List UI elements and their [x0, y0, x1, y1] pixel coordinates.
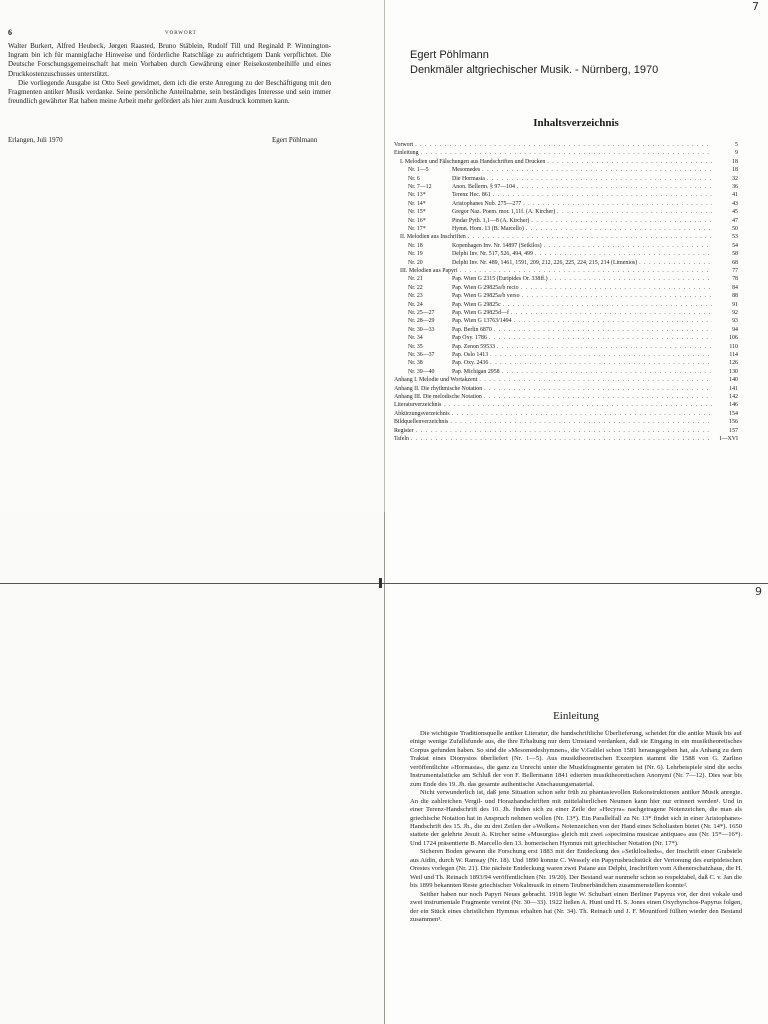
toc-entry-page: 88 — [732, 293, 738, 300]
toc-entry — [408, 318, 738, 326]
scan-page-bottom-left — [0, 512, 384, 1024]
toc-entry-page: 50 — [732, 226, 738, 232]
toc-entry-title: Pap Oxy. 1786 — [452, 335, 487, 342]
toc-leader-dots — [443, 402, 712, 408]
toc-entry-label — [408, 285, 519, 291]
page-number-left: 6 — [8, 28, 12, 37]
toc-leader-dots — [523, 201, 712, 207]
toc-entry-number: Nr. 35 — [408, 343, 423, 350]
toc-leader-dots — [450, 419, 712, 425]
toc-entry-number: Nr. 28—29 — [408, 318, 435, 325]
page-fold-line — [0, 583, 768, 584]
toc-entry-number: Nr. 6 — [408, 175, 420, 182]
toc-entry-page: 18 — [732, 158, 738, 165]
toc-entry-label — [394, 402, 441, 408]
toc-entry-label — [394, 411, 450, 417]
toc-leader-dots — [487, 176, 712, 182]
toc-entry-page: 58 — [732, 251, 738, 258]
toc-entry-label — [408, 293, 520, 299]
toc-entry-title: II. Melodien aus Inschriften — [400, 234, 466, 241]
toc-entry-page: 45 — [732, 209, 738, 216]
toc-entry-number: Nr. 1—5 — [408, 167, 429, 174]
toc-entry — [408, 218, 738, 226]
toc-entry-page: 77 — [732, 268, 738, 274]
toc-entry-title: Pap. Zenon 59533 — [452, 343, 496, 350]
toc-entry-label — [408, 251, 533, 257]
toc-entry-page: 5 — [735, 142, 738, 148]
reference-title: Denkmäler altgriechischer Musik. - Nürnberg, 1970 — [410, 64, 659, 76]
reference-author: Egert Pöhlmann — [410, 49, 489, 61]
toc-entry-number: Nr. 30—33 — [408, 326, 435, 333]
toc-entry-label — [408, 201, 521, 207]
toc-entry-page: 156 — [729, 419, 738, 426]
toc-leader-dots — [522, 293, 712, 299]
chapter-title: Einleitung — [553, 710, 599, 722]
toc-entry-page: 18 — [732, 167, 738, 174]
toc-entry-title: Pap. Oslo 1413 — [452, 352, 489, 358]
toc-entry-page: 9 — [735, 150, 738, 157]
toc-entry-title: Gregor Naz. Poem. mor. 1,11f. (A. Kircher) — [452, 209, 556, 216]
toc-entry-label — [394, 142, 413, 148]
toc-entry-number: Nr. 17* — [408, 226, 426, 232]
toc-entry-label — [408, 335, 487, 341]
toc-entry-page: 84 — [732, 284, 738, 291]
einleitung-paragraph-3: Sicheren Boden gewann die Forschung erst 1883 mit der Entdeckung des »Seikiloslieds«, der Inschrift einer Grabstele aus Aidin, durch W. Ramsay (Nr. 18). Und 1890 konnte C. Wessely ein Papyrusbruchstück der Vertonung des euripideischen Orestes vorlegen (Nr. 21). Die nächste Entdeckung waren zwei Paiane aus Delphi, Inschriften vom Athenerschatzhaus, die H. Weil und Th. Reinach 1893/94 veröffentlichten (Nr. 19/20). Der Bestand war nunmehr schon so respektabel, daß C. v. Jan die bis 1899 bekannten Reste griechischer Vokalmusik in einem Teubnerbändchen zusammenstellen konnte². — [410, 848, 742, 890]
toc-leader-dots — [489, 335, 712, 341]
toc-entry — [408, 167, 738, 175]
toc-leader-dots — [547, 159, 712, 165]
toc-entry — [408, 184, 738, 192]
toc-entry — [408, 201, 738, 209]
toc-leader-dots — [484, 386, 712, 392]
toc-leader-dots — [415, 142, 712, 148]
toc-entry-title: Abkürzungsverzeichnis — [394, 410, 450, 417]
toc-entry — [408, 335, 738, 343]
handwritten-page-number-9: 9 — [755, 585, 762, 598]
toc-entry-title: III. Melodien aus Papyri — [400, 268, 458, 274]
toc-entry-title: Pindar Pyth. 1,1—8 (A. Kircher) — [452, 217, 530, 224]
toc-leader-dots — [421, 150, 712, 156]
handwritten-page-number-7: 7 — [752, 0, 759, 13]
toc-entry-label — [408, 167, 480, 173]
toc-leader-dots — [557, 209, 712, 215]
toc-entry-page: 91 — [732, 301, 738, 308]
place-date: Erlangen, Juli 1970 — [8, 136, 63, 144]
toc-entry-title: Pap. Wien G 2315 (Euripides Or. 338ff.) — [452, 276, 548, 283]
toc-entry-page: 154 — [729, 410, 738, 417]
einleitung-paragraph-4: Seither haben nur noch Papyri Neues gebracht. 1918 legte W. Schubart einen Berliner Papyrus vor, der drei vokale und zwei instrumentale Fragmente vereint (Nr. 30—33). 1922 ließen A. Hunt und H. S. Jones einen Oxyrhynchos-Papyrus folgen, der ein Stück eines christlichen Hymnus erhalten hat (Nr. 34). Th. Reinach und J. F. Mountford füllten wieder den Bestand zusammen³. — [410, 890, 742, 923]
toc-leader-dots — [416, 428, 712, 434]
toc-entry-label — [408, 276, 548, 282]
toc-leader-dots — [411, 436, 712, 442]
toc-entry-page: 36 — [732, 184, 738, 190]
toc-entry-title: Delphi Inv. Nr. 489, 1461, 1591, 209, 212, 226, 225, 224, 215, 214 (Limenios) — [452, 259, 638, 266]
toc-entry-title: Mesomedes — [452, 167, 481, 174]
toc-entry-number: Nr. 24 — [408, 301, 423, 308]
toc-entry-title: Einleitung — [394, 150, 419, 157]
toc-entry-label — [408, 184, 515, 190]
toc-entry — [394, 436, 738, 444]
vorwort-paragraph-1: Walter Burkert, Alfred Heubeck, Jørgen Raasted, Bruno Stäblein, Rudolf Till und Reginald P. Winnington-Ingram bin ich für mannigfache Hinweise und förderliche Ratschläge zu aufrichtigem Dank verpflichtet. Die Deutsche Forschungsgemeinschaft hat mein Vorhaben durch Gewährung einer Reisekostenbeihilfe und eines Druckkostenzuschusses unterstützt. — [8, 42, 331, 78]
toc-entry-title: Terenz Hec. 861 — [452, 192, 491, 199]
toc-entry — [408, 352, 738, 360]
toc-entry-number: Nr. 21 — [408, 276, 423, 283]
running-head: VORWORT — [165, 31, 197, 36]
toc-entry-title: Die Hormasia — [452, 175, 485, 182]
toc-entry-label — [408, 352, 488, 358]
toc-entry-title: Pap. Wien G 29825a/b verso — [452, 293, 520, 300]
toc-leader-dots — [526, 226, 712, 232]
toc-entry-page: 41 — [732, 192, 738, 199]
toc-entry-label — [408, 176, 485, 182]
toc-leader-dots — [514, 318, 712, 324]
toc-entry-page: 94 — [732, 326, 738, 333]
toc-entry-page: 126 — [729, 360, 738, 367]
toc-entry — [400, 268, 738, 276]
toc-entry-label — [408, 226, 524, 232]
toc-entry-label — [408, 369, 500, 375]
toc-entry-page: I—XVI — [719, 436, 738, 442]
toc-entry — [408, 243, 738, 251]
toc-leader-dots — [494, 327, 712, 333]
toc-entry-page: 142 — [729, 394, 738, 400]
toc-entry-label — [408, 344, 495, 350]
toc-entry-title: Pap. Wien G 29825c — [452, 301, 501, 308]
toc-entry-number: Nr. 22 — [408, 284, 423, 291]
toc-leader-dots — [639, 260, 712, 266]
toc-entry-page: 78 — [732, 276, 738, 283]
toc-entry — [394, 394, 738, 402]
toc-entry-title: Pap. Wien G 13763/1494 — [452, 318, 512, 325]
toc-entry-title: Register — [394, 427, 414, 434]
toc-leader-dots — [490, 352, 712, 358]
einleitung-paragraph-1: Die wichtigste Traditionsquelle antiker Literatur, die handschriftliche Überlieferung, scheidet für die antike Musik bis auf einige wenige Zufallsfunde aus, die ihre Erhaltung nur dem Umstand verdanken, daß sie Eingang in ein musiktheoretisches Corpus gefunden haben. So sind die »Mesomedeshymnen«, die V.Galilei schon 1581 herausgegeben hat, als Anhang zu dem Traktat eines Dionysios überliefert (Nr. 1—5). Aus musiktheoretischen Exzerpten stammt die 1588 von G. Zarlino veröffentlichte »Hormasia«, die ganz zu Unrecht unter die Musikfragmente geraten ist (Nr. 6). Lehrbeispiele sind die sechs Instrumentalstücke am Schluß der von F. Bellermann 1841 edierten musiktheoretischen Anonymi (Nr. 7—12). Dies war bis zum Ende des 19. Jh. das gesamte authentische Anschauungsmaterial. — [410, 730, 742, 788]
toc-entry — [408, 192, 738, 200]
toc-entry-label — [400, 159, 545, 165]
toc-entry-title: Vorwort — [394, 142, 414, 148]
toc-entry-number: Nr. 34 — [408, 335, 423, 342]
toc-entry-label — [394, 386, 482, 392]
toc-entry-number: Nr. 14* — [408, 200, 426, 207]
toc-entry-page: 54 — [732, 242, 738, 249]
toc-entry-number: Nr. 7—12 — [408, 184, 432, 190]
toc-entry — [400, 234, 738, 242]
toc-entry — [408, 310, 738, 318]
toc-leader-dots — [452, 411, 712, 417]
toc-entry-title: Aristophanes Nub. 275—277 — [452, 200, 522, 207]
toc-entry-label — [408, 310, 509, 316]
fold-mark — [379, 578, 382, 588]
toc-entry-number: Nr. 39—40 — [408, 368, 435, 375]
toc-leader-dots — [517, 184, 712, 190]
toc-entry-number: Nr. 16* — [408, 217, 426, 224]
toc-entry-label — [394, 394, 482, 400]
toc-entry — [394, 377, 738, 385]
toc-entry — [394, 150, 738, 158]
toc-entry-title: Pap. Oxy. 2436 — [452, 360, 489, 367]
toc-entry — [408, 176, 738, 184]
toc-entry-page: 106 — [729, 335, 738, 342]
toc-leader-dots — [497, 344, 712, 350]
toc-entry — [408, 344, 738, 352]
toc-entry-label — [408, 260, 637, 266]
toc-entry-title: Pap. Wien G 29825d—f — [452, 310, 509, 316]
toc-entry-label — [394, 436, 409, 442]
toc-entry-title: Anhang III. Die melodische Notation — [394, 394, 482, 400]
vorwort-paragraph-2: Die vorliegende Ausgabe ist Otto Seel gewidmet, dem ich die erste Anregung zu der Beschäftigung mit den Fragmenten antiker Musik verdanke. Seine persönliche Anteilnahme, sein beständiges Interesse und sein immer freundlich gewährter Rat haben meine Arbeit mehr gefördert als hier zum Ausdruck kommen kann. — [8, 78, 331, 106]
toc-entry-title: Hymn. Hom. 13 (B. Marcello) — [452, 226, 524, 232]
toc-entry-page: 53 — [732, 234, 738, 241]
einleitung-paragraph-2: Nicht verwunderlich ist, daß jene Situation schon sehr früh zu phantasievollen Rekonstruktionen antiker Musik anregte. An die zahlreichen Vergil- und Horazhandschriften mit mittelalterlichen Neumen kann hier nur erinnert werden¹. Und in einer Terenz-Handschrift des 10. Jh. finden sich zu einer Zeile der »Hecyra« nachgetragene Notenzeichen, die man als griechische Notation hat in Anspruch nehmen wollen (Nr. 13*). Ein Parallelfall zu Nr. 13* findet sich in einer Aristophanes-Handschrift des 15. Jh., die zu drei Zeilen der »Wolken« Notenzeichen von der Hand eines Scholiasten bietet (Nr. 14*). 1650 stattete der gelehrte Jesuit A. Kircher seine »Musurgia« gleich mit zwei »specimina musicae antiquae« aus (Nr. 15*—16*). Und 1724 präsentierte B. Marcello den 13. homerischen Hymnus mit griechischer Notation (Nr. 17*). — [410, 789, 742, 847]
toc-entry-title: Literaturverzeichnis — [394, 402, 442, 409]
toc-entry-label — [408, 243, 542, 249]
toc-entry-label — [408, 360, 488, 366]
toc-leader-dots — [482, 167, 712, 173]
toc-entry-title: I. Melodien und Fälschungen aus Handschriften und Drucken — [400, 158, 546, 165]
toc-entry — [408, 369, 738, 377]
toc-leader-dots — [493, 192, 712, 198]
toc-title: Inhaltsverzeichnis — [533, 117, 619, 129]
toc-entry — [408, 302, 738, 310]
toc-entry-page: 114 — [729, 352, 738, 358]
toc-entry-page: 110 — [729, 343, 738, 350]
toc-entry — [408, 209, 738, 217]
toc-entry — [408, 260, 738, 268]
toc-entry — [408, 251, 738, 259]
toc-entry-label — [394, 428, 414, 434]
toc-entry — [394, 402, 738, 410]
toc-entry-label — [400, 234, 466, 240]
toc-entry-page: 130 — [729, 368, 738, 375]
toc-entry-page: 32 — [732, 175, 738, 182]
toc-entry-label — [408, 218, 529, 224]
toc-entry-number: Nr. 13* — [408, 192, 426, 199]
toc-entry-number: Nr. 15* — [408, 209, 426, 216]
toc-entry — [394, 419, 738, 427]
toc-entry — [408, 276, 738, 284]
toc-entry-title: Anon. Bellerm. § 97—104 — [452, 184, 515, 190]
toc-leader-dots — [502, 369, 712, 375]
toc-entry — [394, 142, 738, 150]
toc-entry-label — [394, 377, 477, 383]
toc-entry-title: Delphi Inv. Nr. 517, 526, 494, 499 — [452, 251, 533, 258]
toc-entry-title: Anhang I. Melodie und Wortakzent — [394, 377, 478, 384]
toc-entry-page: 141 — [729, 385, 738, 392]
toc-entry-number: Nr. 23 — [408, 293, 423, 300]
toc-entry-title: Anhang II. Die rhythmische Notation — [394, 385, 483, 392]
toc-entry-number: Nr. 38 — [408, 360, 423, 367]
toc-entry-page: 43 — [732, 200, 738, 207]
toc-entry-page: 47 — [732, 217, 738, 224]
toc-entry-label — [400, 268, 458, 274]
toc-entry — [408, 327, 738, 335]
toc-entry-number: Nr. 19 — [408, 251, 423, 258]
toc-leader-dots — [460, 268, 712, 274]
toc-entry-number: Nr. 18 — [408, 242, 423, 249]
toc-entry-title: Pap. Michigan 2958 — [452, 368, 500, 375]
toc-entry-title: Pap. Wien G 29825a/b recto — [452, 284, 519, 291]
toc-entry-page: 68 — [732, 259, 738, 266]
toc-entry-page: 146 — [729, 402, 738, 409]
toc-entry-page: 140 — [729, 377, 738, 384]
toc-entry-label — [408, 318, 512, 324]
toc-entry-page: 93 — [732, 318, 738, 325]
toc-entry — [394, 428, 738, 436]
toc-entry-number: Nr. 20 — [408, 259, 423, 266]
toc-entry-label — [408, 327, 492, 333]
toc-entry — [408, 293, 738, 301]
toc-leader-dots — [511, 310, 712, 316]
toc-entry-title: Pap. Berlin 6870 — [452, 326, 492, 333]
toc-leader-dots — [531, 218, 712, 224]
toc-leader-dots — [503, 302, 712, 308]
toc-entry-title: Bildquellenverzeichnis — [394, 419, 449, 426]
toc-leader-dots — [544, 243, 712, 249]
toc-entry-title: Tafeln — [394, 436, 409, 442]
toc-entry — [394, 386, 738, 394]
toc-entry — [408, 285, 738, 293]
toc-leader-dots — [484, 394, 712, 400]
author-signature: Egert Pöhlmann — [272, 136, 318, 144]
toc-entry-number: Nr. 25—27 — [408, 310, 435, 316]
einleitung-text — [410, 730, 742, 1020]
toc-leader-dots — [479, 377, 712, 383]
toc-entry-label — [408, 209, 555, 215]
toc-leader-dots — [550, 276, 712, 282]
toc-entry-number: Nr. 36—37 — [408, 352, 435, 358]
toc-entry-label — [408, 302, 501, 308]
toc-leader-dots — [490, 360, 712, 366]
toc-entry-title: Kopenhagen Inv. Nr. 14897 (Seikilos) — [452, 242, 542, 249]
toc-leader-dots — [468, 234, 712, 240]
toc-entry-label — [394, 150, 419, 156]
toc-entry — [408, 226, 738, 234]
toc-entry-label — [394, 419, 448, 425]
toc-entry — [408, 360, 738, 368]
toc-entry-page: 92 — [732, 310, 738, 316]
toc-entry-page: 157 — [729, 427, 738, 434]
toc-leader-dots — [521, 285, 712, 291]
toc-entry — [394, 411, 738, 419]
toc-entry — [400, 159, 738, 167]
toc-leader-dots — [535, 251, 712, 257]
toc-entry-label — [408, 192, 491, 198]
